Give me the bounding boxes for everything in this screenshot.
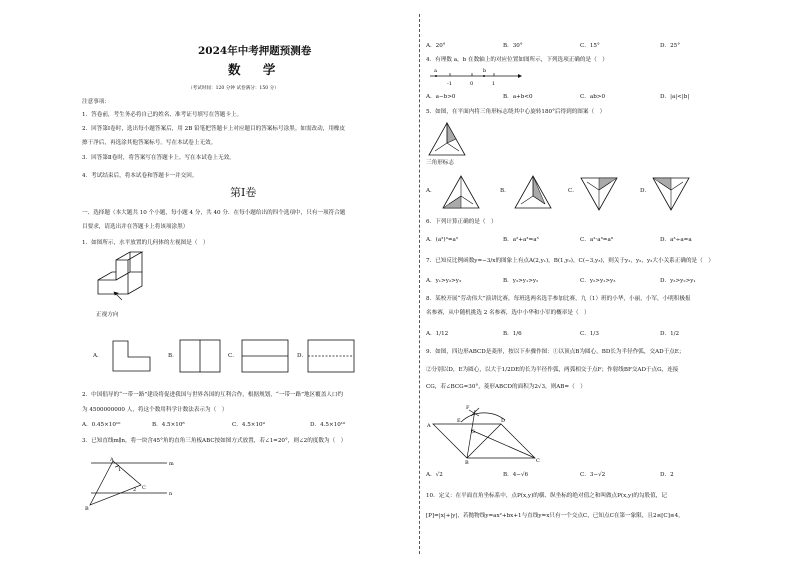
q5-option-a-figure <box>440 174 482 210</box>
q5-option-d[interactable]: D． <box>640 188 651 194</box>
q2-option-b[interactable]: B．4.5×10⁸ <box>152 422 185 428</box>
q5-triangle-symbol <box>427 121 467 157</box>
note-item: 1．答卷前，考生务必将自己的姓名、准考证号填写在答题卡上。 <box>82 112 243 118</box>
q4-label-b: b <box>483 68 487 74</box>
q9-stem: CG，若∠BCG=30°，菱形ABCD的面积为2√3，则AB=（ ） <box>426 384 586 390</box>
q1-stem: 1．如图所示，水平放置的几何体的左视图是（ ） <box>82 240 209 246</box>
q10-stem: 10．定义：在平面直角坐标系中，点P(x,y)的横、纵坐标的绝对值之和叫做点P(x,y)的勾股值，记 <box>426 493 667 499</box>
subject-title: 数 学 <box>228 62 285 77</box>
q1-solid-figure <box>88 250 168 316</box>
q4-option-a[interactable]: A．a−b>0 <box>426 94 456 100</box>
q3-label-n: n <box>169 491 173 497</box>
q3-label-b: B <box>85 506 89 512</box>
q8-option-d[interactable]: D．1/2 <box>660 331 680 337</box>
section-title: 第Ⅰ卷 <box>230 186 257 199</box>
q6-option-b[interactable]: B．a²+a³=a⁵ <box>503 237 539 243</box>
q2-option-c[interactable]: C．4.5×10⁹ <box>232 422 265 428</box>
q2-option-a[interactable]: A．0.45×10¹⁰ <box>82 422 121 428</box>
q4-option-b[interactable]: B．a+b<0 <box>503 94 533 100</box>
note-item: 3．回答第Ⅱ卷时，将答案写在答题卡上。写在本试卷上无效。 <box>82 155 235 161</box>
q9-label-f: F <box>466 405 470 411</box>
q3-option-b[interactable]: B．30° <box>503 43 523 49</box>
q5-option-b-figure <box>512 174 554 210</box>
q4-tick-neg1: -1 <box>447 81 452 87</box>
q2-stem: 为 4500000000 人，将这个数用科学计数法表示为（ ） <box>82 407 228 413</box>
q9-option-b[interactable]: B．4−√6 <box>503 472 529 478</box>
q6-option-c[interactable]: C．a²·a³=a⁶ <box>580 237 614 243</box>
q5-option-d-figure <box>650 176 692 212</box>
q10-stem: [P]=|x|+|y|，若抛物线y=ax²+bx+1与直线y=x只有一个交点C，已知点C在第一象限，且2≤[C]≤4， <box>426 513 684 519</box>
q8-stem: 名参赛，从中随机挑选 2 名参赛，选中小华和小军的概率是（ ） <box>426 310 590 316</box>
q1-option-c[interactable]: C． <box>228 353 238 359</box>
q5-option-c-figure <box>578 176 620 212</box>
section-instruction: 一、选择题（本大题共 10 个小题，每小题 4 分，共 40 分．在每小题给出的四个选项中，只有一项符合题 <box>82 210 346 216</box>
q3-figure <box>85 455 175 513</box>
q8-option-b[interactable]: B．1/6 <box>503 331 522 337</box>
q5-option-a[interactable]: A． <box>426 188 436 194</box>
q5-option-c[interactable]: C． <box>568 188 578 194</box>
q3-label-c: C <box>142 485 146 491</box>
q1-option-d[interactable]: D． <box>297 353 308 359</box>
q9-label-g: G <box>471 429 475 435</box>
q3-label-m: m <box>169 461 174 467</box>
q5-stem: 5．如图，在平面内将三角形标志绕其中心旋转180°后得到的图案（ ） <box>426 109 606 115</box>
q9-option-d[interactable]: D．2 <box>660 472 674 478</box>
q1-option-a[interactable]: A． <box>93 353 103 359</box>
q7-option-c[interactable]: C．y₂>y₁>y₃ <box>580 278 616 284</box>
q8-stem: 8．某校开展“劳动伟大”演讲比赛，每班选两名选手参加比赛，九（1）班的小华，小丽，小军，小明积极报 <box>426 296 691 302</box>
q9-label-b: B <box>465 460 469 466</box>
q8-option-c[interactable]: C．1/3 <box>580 331 599 337</box>
q7-option-d[interactable]: D．y₃>y₂>y₁ <box>660 278 696 284</box>
q1-option-b-figure <box>178 338 222 374</box>
q4-option-d[interactable]: D．|a|<|b| <box>660 94 690 100</box>
q8-option-a[interactable]: A．1/12 <box>426 331 449 337</box>
q1-option-a-figure <box>110 338 154 374</box>
q7-option-a[interactable]: A．y₁>y₂>y₃ <box>426 278 462 284</box>
q2-option-d[interactable]: D．4.5×10¹⁰ <box>310 422 346 428</box>
q5-caption: 三角形标志 <box>426 160 454 166</box>
q7-option-b[interactable]: B．y₃>y₁>y₂ <box>503 278 539 284</box>
q3-stem: 3．已知直线m∥n，将一块含45°角的直角三角板ABC按如图方式放置，若∠1=20°，则∠2的度数为（ ） <box>82 438 347 444</box>
q1-view-label: 正视方向 <box>96 312 119 318</box>
q4-option-c[interactable]: C．ab>0 <box>580 94 606 100</box>
q9-label-e: E <box>457 418 461 424</box>
q3-label-angle2: 2 <box>133 487 137 493</box>
q2-stem: 2．中国倡导的“一带一路”建设将促进我国与世界各国的互利合作，根据规划，“一带一路”地区覆盖人口约 <box>82 392 344 398</box>
note-item: 4．考试结束后，将本试卷和答题卡一并交回。 <box>82 173 198 179</box>
q1-option-d-figure <box>306 338 356 374</box>
q6-option-a[interactable]: A．(a²)³=a⁵ <box>426 237 459 243</box>
note-item: 2．回答第Ⅰ卷时，选出每小题答案后，用 2B 铅笔把答题卡上对应题目的答案标号涂黑。如需改动，用橡皮 <box>82 126 346 132</box>
q3-label-a: A <box>110 457 114 463</box>
q9-rhombus-figure <box>425 402 545 464</box>
q3-option-c[interactable]: C．15° <box>580 43 600 49</box>
q4-tick-1: 1 <box>492 81 496 87</box>
q9-option-c[interactable]: C．3−√2 <box>580 472 606 478</box>
q6-stem: 6．下列计算正确的是（ ） <box>426 219 497 225</box>
note-item: 擦干净后，再选涂其他答案标号。写在本试卷上无效。 <box>82 140 217 146</box>
q9-stem: ②分别以D，E为圆心，以大于1/2DE的长为半径作弧，两弧相交于点F；作射线BF交AD于点G，连接 <box>426 367 679 373</box>
section-instruction: 目要求，请选出并在答题卡上将该项涂黑） <box>82 224 189 230</box>
notes-heading: 注意事项： <box>82 99 110 105</box>
q4-number-line <box>428 66 524 90</box>
q4-stem: 4．有理数 a，b 在数轴上的对应位置如图所示，下列选项正确的是（ ） <box>426 57 608 63</box>
q9-option-a[interactable]: A．√2 <box>426 472 443 478</box>
q6-option-d[interactable]: D．a³÷a=a <box>660 237 692 243</box>
exam-title: 2024年中考押题预测卷 <box>198 45 312 57</box>
q3-label-angle1: 1 <box>118 467 122 473</box>
q1-option-b[interactable]: B． <box>168 353 178 359</box>
exam-info: （考试时间：120 分钟 试卷满分：150 分） <box>188 86 279 91</box>
q3-option-a[interactable]: A．20° <box>426 43 446 49</box>
q9-label-a: A <box>427 423 431 429</box>
q4-tick-0: 0 <box>470 81 474 87</box>
q9-label-d: D <box>501 418 506 424</box>
q4-label-a: a <box>434 68 437 74</box>
page-divider <box>419 14 420 554</box>
q7-stem: 7．已知反比例函数y=−3/x的图象上有点A(2,y₁)，B(1,y₂)，C(−3,y₃)，则关于y₁，y₂，y₃大小关系正确的是（ ） <box>426 258 714 264</box>
q9-stem: 9．如图，四边形ABCD是菱形，按以下步骤作图：①以顶点B为圆心，BD长为半径作弧，交AD于点E； <box>426 349 685 355</box>
q9-label-c: C <box>536 458 540 464</box>
q1-option-c-figure <box>240 338 290 374</box>
q3-option-d[interactable]: D．25° <box>660 43 680 49</box>
q5-option-b[interactable]: B． <box>500 188 510 194</box>
